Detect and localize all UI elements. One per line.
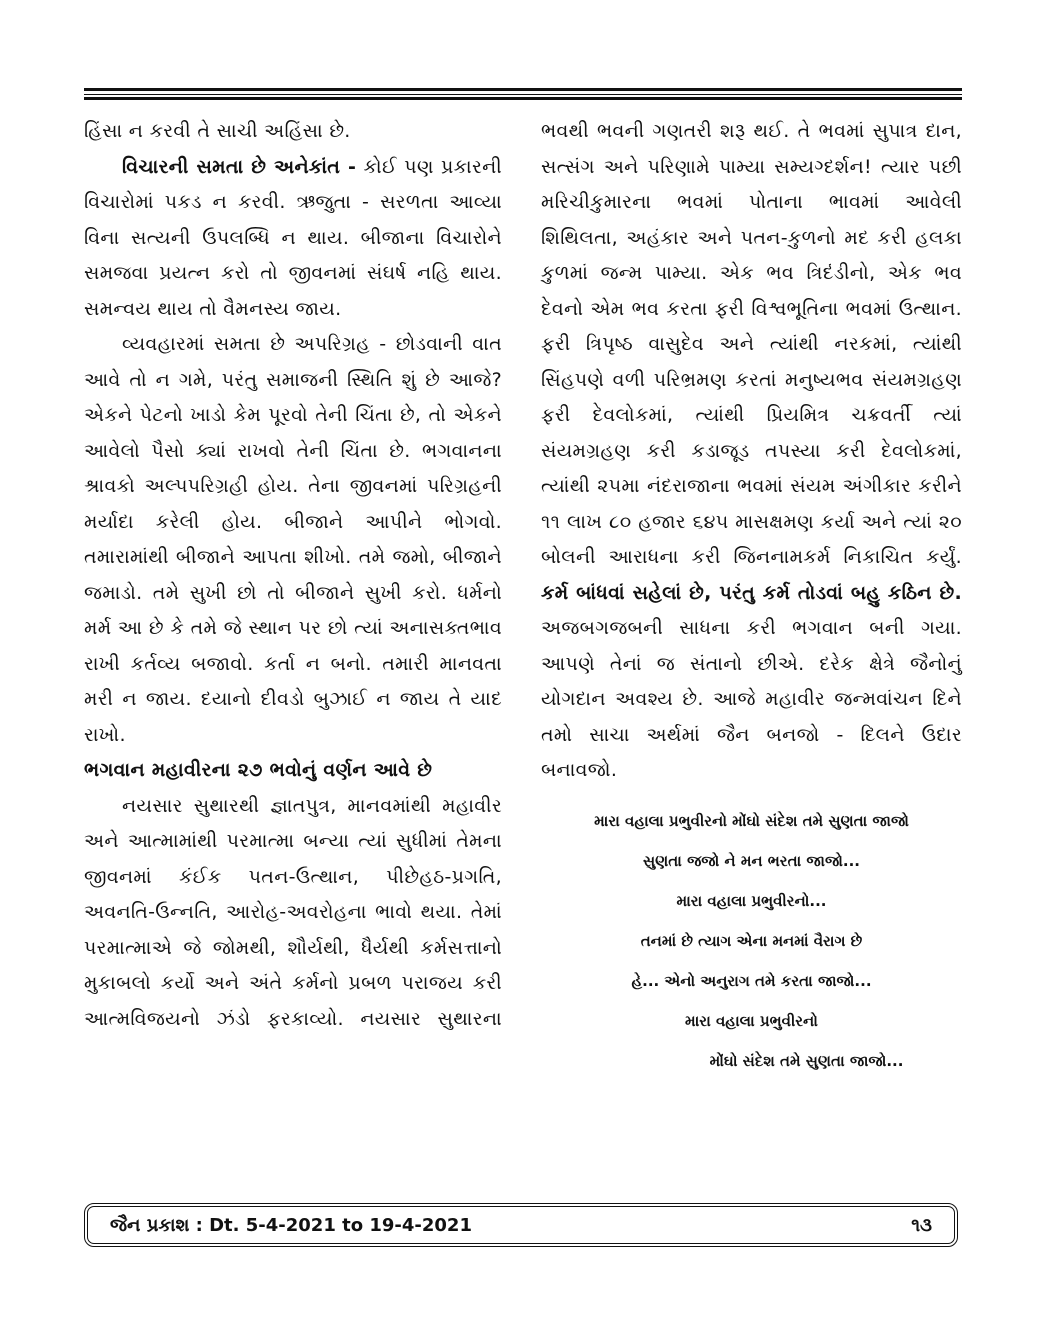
header-rule	[84, 88, 962, 100]
left-column	[84, 114, 502, 1037]
publication-info: જૈન પ્રકાશ : Dt. 5-4-2021 to 19-4-2021	[110, 1214, 472, 1236]
poem-line: હે... એનો અનુરાગ તમે કરતા જાજો...	[631, 971, 872, 990]
bold-quote: કર્મ બાંધવાં સહેલાં છે, પરંતુ કર્મ તોડવાં બહુ કઠિન છે.	[541, 581, 962, 604]
paragraph-text: અજબગજબની સાધના કરી ભગવાન બની ગયા. આપણે તેનાં જ સંતાનો છીએ. દરેક ક્ષેત્રે જૈનોનું યોગદાન અવશ્ય છે. આજે મહાવીર જન્મવાંચન દિને તમો સાચા અર્થમાં જૈન બનજો - દિલને ઉદાર બનાવજો.	[541, 617, 962, 781]
bold-lead: વિચારની સમતા છે અનેકાંત -	[122, 155, 357, 178]
paragraph-text: ભવથી ભવની ગણતરી શરૂ થઈ. તે ભવમાં સુપાત્ર દાન, સત્સંગ અને પરિણામે પામ્યા સમ્યગ્દર્શન! ત્યાર પછી મરિચીકુમારના ભવમાં પોતાના ભાવમાં આવેલી શિથિલતા, અહંકાર અને પતન-કુળનો મદ કરી હલકા કુળમાં જન્મ પામ્યા. એક ભવ ત્રિદંડીનો, એક ભવ દેવનો એમ ભવ કરતા ફરી વિશ્વભૂતિના ભવમાં ઉત્થાન. ફરી ત્રિપૃષ્ઠ વાસુદેવ અને ત્યાંથી નરકમાં, ત્યાંથી સિંહપણે વળી પરિભ્રમણ કરતાં મનુષ્યભવ સંયમગ્રહણ ફરી દેવલોકમાં, ત્યાંથી પ્રિયમિત્ર ચક્રવર્તી ત્યાં સંયમગ્રહણ કરી કડાજૂડ તપસ્યા કરી દેવલોકમાં, ત્યાંથી ૨૫મા નંદરાજાના ભવમાં સંયમ અંગીકાર કરીને ૧૧ લાખ ૮૦ હજાર ૬૪૫ માસક્ષમણ કર્યા અને ત્યાં ૨૦ બોલની આરાધના કરી જિનનામકર્મ નિકાચિત કર્યું.	[541, 120, 962, 568]
poem-line: મોંઘો સંદેશ તમે સુણતા જાજો...	[709, 1051, 904, 1070]
paragraph: હિંસા ન કરવી તે સાચી અહિંસા છે.	[84, 120, 351, 142]
poem-line: મારા વહાલા પ્રભુવીરનો	[685, 1011, 818, 1030]
paragraph-aparigraha: વ્યવહારમાં સમતા છે અપરિગ્રહ - છોડવાની વાત આવે તો ન ગમે, પરંતુ સમાજની સ્થિતિ શું છે આજે? એકને પેટનો ખાડો કેમ પૂરવો તેની ચિંતા છે, તો એકને આવેલો પૈસો ક્યાં રાખવો તેની ચિંતા છે. ભગવાનના શ્રાવકો અલ્પપરિગ્રહી હોય. તેના જીવનમાં પરિગ્રહની મર્યાદા કરેલી હોય. બીજાને આપીને ભોગવો. તમારામાંથી બીજાને આપતા શીખો. તમે જમો, બીજાને જમાડો. તમે સુખી છો તો બીજાને સુખી કરો. ધર્મનો મર્મ આ છે કે તમે જે સ્થાન પર છો ત્યાં અનાસક્તભાવ રાખી કર્તવ્ય બજાવો. કર્તા ન બનો. તમારી માનવતા મરી ન જાય. દયાનો દીવડો બુઝાઈ ન જાય તે યાદ રાખો.	[84, 333, 502, 746]
section-heading-text: ભગવાન મહાવીરના ૨૭ ભવોનું વર્ણન આવે છે	[84, 759, 433, 781]
right-column	[541, 114, 962, 1081]
paragraph-mahavir: નયસાર સુથારથી જ્ઞાતપુત્ર, માનવમાંથી મહાવીર અને આત્મામાંથી પરમાત્મા બન્યા ત્યાં સુધીમાં તેમના જીવનમાં કંઈક પતન-ઉત્થાન, પીછેહઠ-પ્રગતિ, અવનતિ-ઉન્નતિ, આરોહ-અવરોહના ભાવો થયા. તેમાં પરમાત્માએ જે જોમથી, શૌર્યથી, ધૈર્યથી કર્મસત્તાનો મુકાબલો કર્યો અને અંતે કર્મનો પ્રબળ પરાજય કરી આત્મવિજયનો ઝંડો ફરકાવ્યો. નયસાર સુથારના	[84, 794, 502, 1030]
section-heading	[84, 753, 502, 789]
paragraph-anekant	[84, 150, 502, 328]
paragraph-bhav	[541, 114, 962, 789]
poem-line: સુણતા જજો ને મન ભરતા જાજો...	[643, 851, 860, 870]
poem-line: તનમાં છે ત્યાગ એના મનમાં વૈરાગ છે	[640, 931, 863, 950]
poem-line: મારા વહાલા પ્રભુવીરનો મોંઘો સંદેશ તમે સુણતા જાજો	[594, 811, 909, 830]
poem-line: મારા વહાલા પ્રભુવીરનો...	[676, 891, 827, 910]
paragraph-text: કોઈ પણ પ્રકારની વિચારોમાં પકડ ન કરવી. ઋજુતા - સરળતા આવ્યા વિના સત્યની ઉપલબ્ધિ ન થાય. બીજાના વિચારોને સમજવા પ્રયત્ન કરો તો જીવનમાં સંઘર્ષ નહિ થાય. સમન્વય થાય તો વૈમનસ્ય જાય.	[84, 155, 502, 320]
footer-box	[84, 1203, 958, 1247]
poem	[541, 801, 962, 1081]
page-number: ૧૩	[911, 1214, 932, 1236]
